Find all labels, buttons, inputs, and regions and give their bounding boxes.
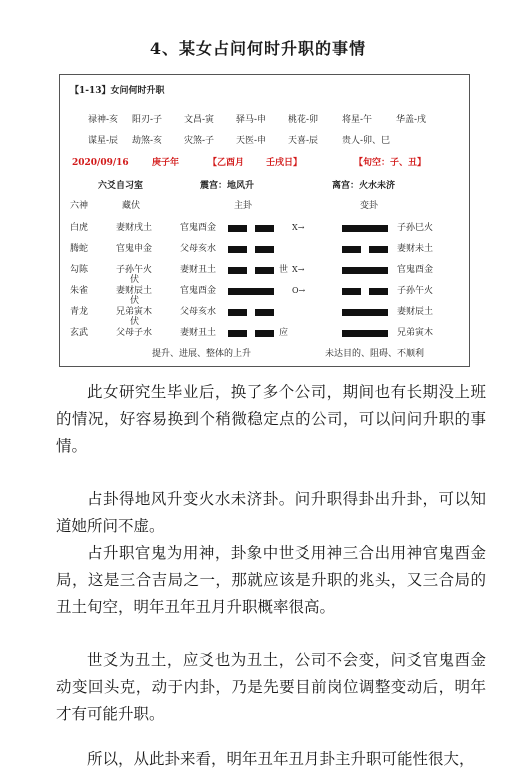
moving-line-arrow: O→ [292,286,306,295]
changed-line-label: 子孙午火 [397,286,434,296]
shensha-item: 驿马-申 [236,115,267,125]
shi-ying-marker: 应 [279,328,289,338]
yin-line [342,246,388,253]
liushen-label: 朱雀 [70,286,89,296]
shensha-item: 阳刃-子 [132,115,163,125]
figure-label: 【1-13】女问何时升职 [70,86,165,96]
yang-line [342,309,388,316]
fushen-label: 父母子水 [116,328,153,338]
fushen-marker: 伏 [130,296,140,306]
shi-ying-marker: 世 [279,265,289,275]
shensha-item: 天喜-辰 [288,136,319,146]
yin-line [228,267,274,274]
shensha-item: 将星-午 [342,115,373,125]
col-liushen: 六神 [70,201,89,211]
shensha-item: 劫煞-亥 [132,136,163,146]
main-line-label: 父母亥水 [180,307,217,317]
liushen-label: 腾蛇 [70,244,89,254]
main-line-label: 官鬼酉金 [180,286,217,296]
moving-line-arrow: X→ [292,265,305,274]
shensha-item: 天医-申 [236,136,267,146]
changed-line-label: 妻财未土 [397,244,434,254]
fushen-label: 兄弟寅木 [116,307,153,317]
yin-line [228,309,274,316]
yang-line [228,288,274,295]
yin-line [228,246,274,253]
hexagram-figure [59,74,470,367]
changed-line-label: 官鬼酉金 [397,265,434,275]
yang-line [342,267,388,274]
yin-line [342,288,388,295]
body-paragraph: 占卦得地风升变火水未济卦。问升职得卦出升卦，可以知道她所问不虚。 [56,490,486,535]
yin-line [228,330,274,337]
fushen-label: 官鬼申金 [116,244,153,254]
liushen-label: 青龙 [70,307,89,317]
fushen-label: 子孙午火 [116,265,153,275]
shensha-item: 华盖-戌 [396,115,427,125]
shensha-item: 禄神-亥 [88,115,119,125]
xunkong: 【旬空：子、丑】 [354,158,427,168]
changed-note: 未达目的、阻碍、不顺利 [325,349,425,359]
shensha-item: 桃花-卯 [288,115,319,125]
col-fushen: 藏伏 [122,201,141,211]
changed-line-label: 妻财辰土 [397,307,434,317]
page-title: 4、某女占问何时升职的事情 [149,39,367,58]
fushen-marker: 伏 [130,317,140,327]
body-paragraph: 占升职官鬼为用神，卦象中世爻用神三合出用神官鬼酉金局，这是三合吉局之一，那就应该是升职的兆头，又三合局的丑土旬空，明年丑年丑月升职概率很高。 [56,544,486,616]
month-ganzhi: 【乙酉月 [208,158,245,168]
shensha-item: 文昌-寅 [184,115,215,125]
changed-line-label: 子孙巳火 [397,223,434,233]
shensha-item: 谋星-辰 [88,136,119,146]
col-changed: 变卦 [360,201,379,211]
body-paragraph: 所以，从此卦来看，明年丑年丑月卦主升职可能性很大， [87,750,475,768]
liushen-label: 白虎 [70,223,89,233]
palace-note: 六爻自习室 [98,181,144,191]
body-paragraph: 此女研究生毕业后，换了多个公司，期间也有长期没上班的情况，好容易换到个稍微稳定点的公司，可以问问升职的事情。 [56,383,486,455]
yin-line [228,225,274,232]
shensha-item: 灾煞-子 [184,136,215,146]
year-ganzhi: 庚子年 [152,158,180,168]
liushen-label: 勾陈 [70,265,89,275]
yang-line [342,225,388,232]
fushen-marker: 伏 [130,275,140,285]
liushen-label: 玄武 [70,328,89,338]
main-line-label: 妻财丑土 [180,265,217,275]
changed-palace: 离宫：火水未济 [332,181,396,191]
yang-line [342,330,388,337]
date: 2020/09/16 [72,158,129,168]
main-line-label: 官鬼酉金 [180,223,217,233]
shensha-item: 贵人-卯、巳 [342,136,391,146]
main-line-label: 妻财丑土 [180,328,217,338]
main-line-label: 父母亥水 [180,244,217,254]
moving-line-arrow: X→ [292,223,305,232]
main-palace: 震宫：地风升 [200,181,255,191]
fushen-label: 妻财辰土 [116,286,153,296]
fushen-label: 妻财戌土 [116,223,153,233]
day-ganzhi: 壬戌日】 [266,158,303,168]
col-main: 主卦 [234,201,253,211]
body-paragraph: 世爻为丑土，应爻也为丑土，公司不会变，问爻官鬼酉金动变回头克，动于内卦，乃是先要目前岗位调整变动后，明年才有可能升职。 [56,651,486,723]
main-note: 提升、进展、整体的上升 [152,349,252,359]
changed-line-label: 兄弟寅木 [397,328,434,338]
